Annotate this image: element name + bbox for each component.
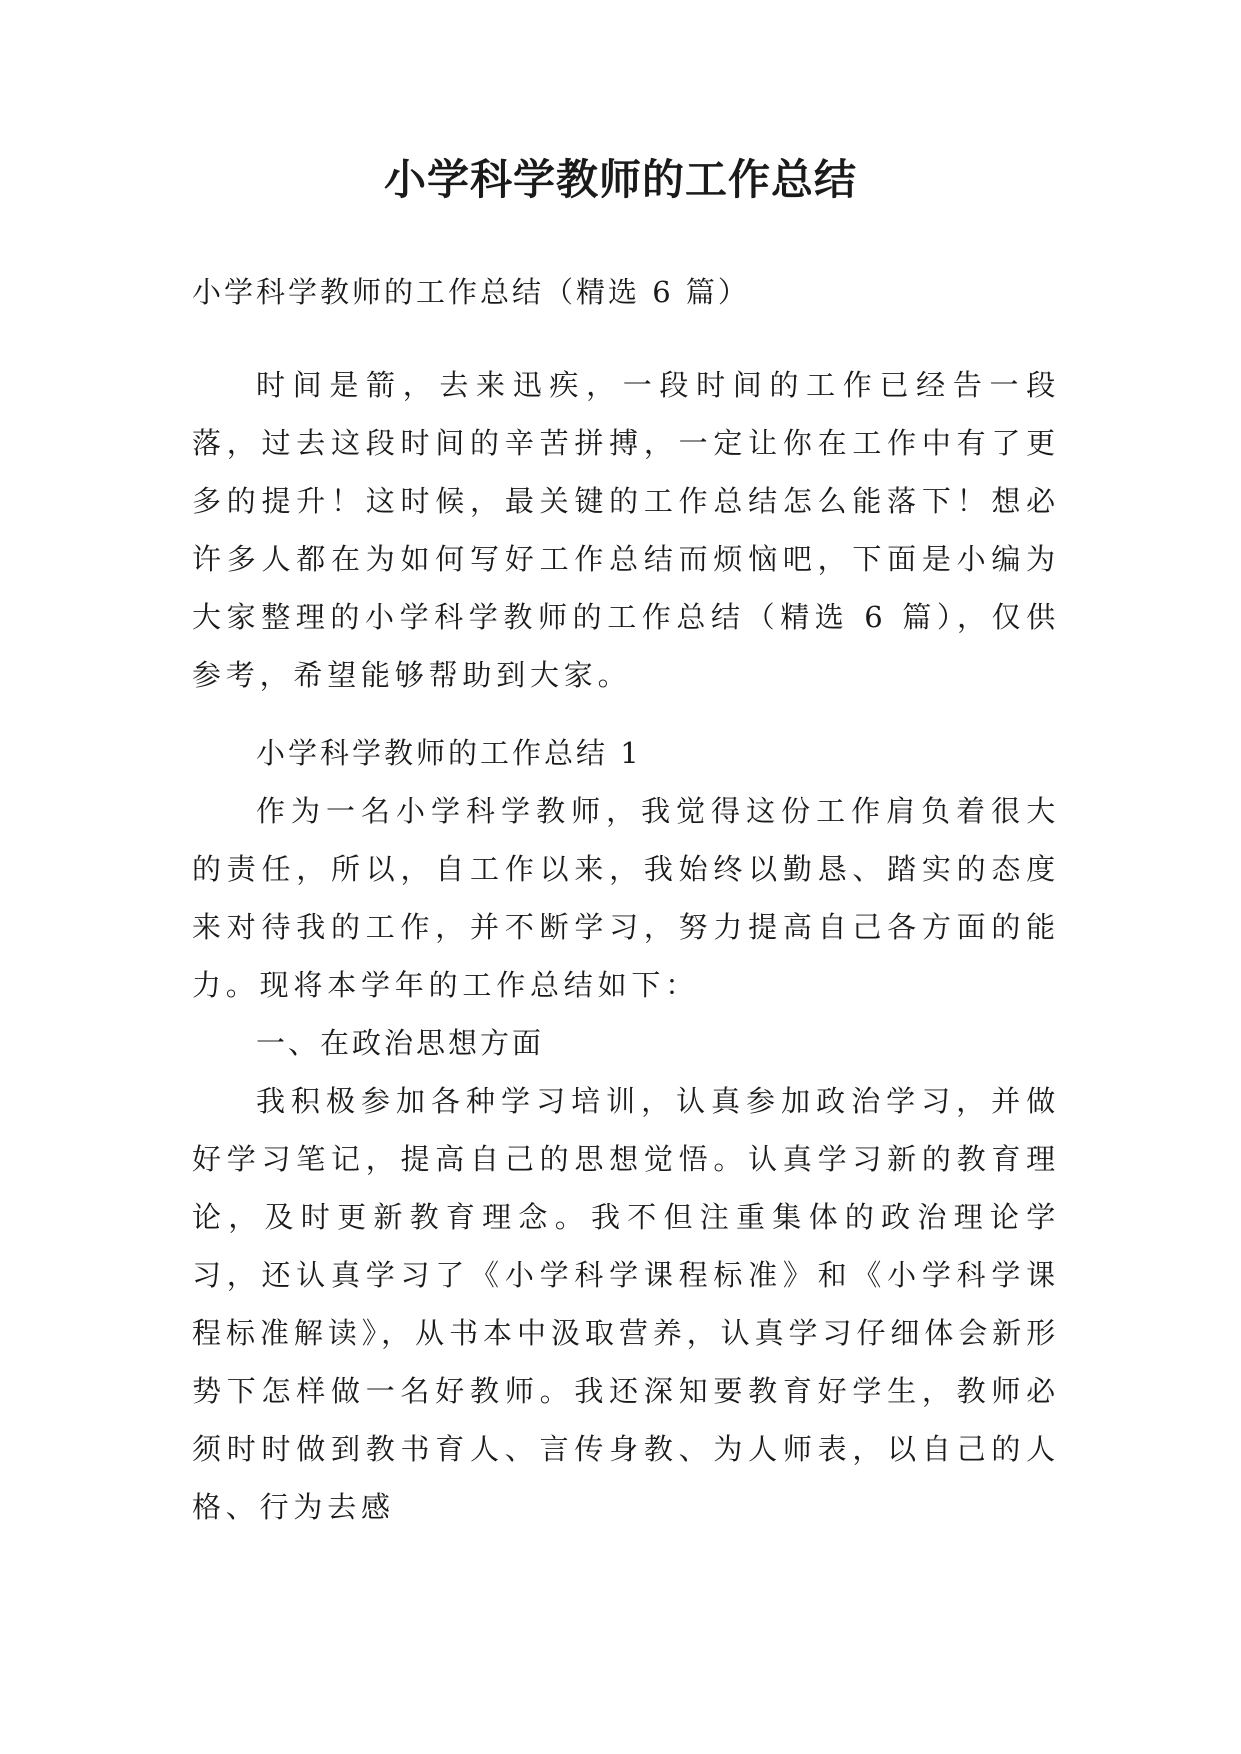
section-1-paragraph-2: 我积极参加各种学习培训，认真参加政治学习，并做好学习笔记，提高自己的思想觉悟。认真学习新的教育理论，及时更新教育理念。我不但注重集体的政治理论学习，还认真学习了《小学科学课程标准》和《小学科学课程标准解读》，从书本中汲取营养，认真学习仔细体会新形势下怎样做一名好教师。我还深知要教育好学生，教师必须时时做到教书育人、言传身教、为人师表，以自己的人格、行为去感 — [192, 1084, 1060, 1524]
section-1-paragraph-1: 作为一名小学科学教师，我觉得这份工作肩负着很大的责任，所以，自工作以来，我始终以勤恳、踏实的态度来对待我的工作，并不断学习，努力提高自己各方面的能力。现将本学年的工作总结如下： — [192, 794, 1060, 1002]
intro-paragraph: 时间是箭，去来迅疾，一段时间的工作已经告一段落，过去这段时间的辛苦拼搏，一定让你在工作中有了更多的提升！这时候，最关键的工作总结怎么能落下！想必许多人都在为如何写好工作总结而烦恼吧，下面是小编为大家整理的小学科学教师的工作总结（精选 6 篇），仅供参考，希望能够帮助到大家。 — [192, 368, 1060, 692]
section-1-heading: 小学科学教师的工作总结 1 — [256, 736, 642, 770]
subheading-political-thought: 一、在政治思想方面 — [256, 1026, 545, 1060]
document-subtitle: 小学科学教师的工作总结（精选 6 篇） — [192, 275, 750, 309]
document-title: 小学科学教师的工作总结 — [383, 155, 857, 204]
